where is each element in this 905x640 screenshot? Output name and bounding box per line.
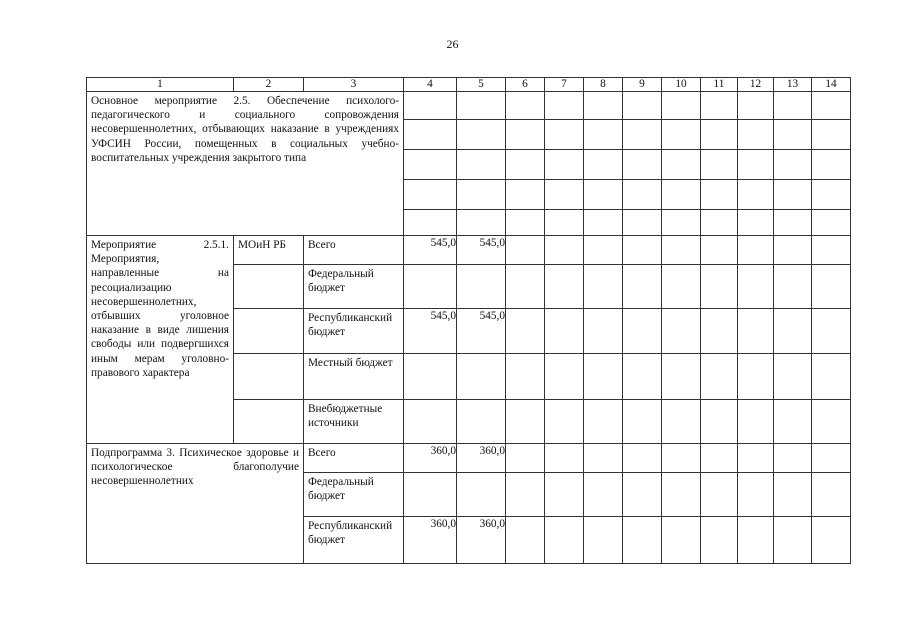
funding-source: Внебюджетные источники bbox=[304, 400, 404, 444]
funding-source: Республиканский бюджет bbox=[304, 517, 404, 564]
value-cell bbox=[457, 400, 506, 444]
page-number: 26 bbox=[446, 37, 459, 51]
column-header: 13 bbox=[774, 78, 812, 92]
value-cell: 545,0 bbox=[457, 309, 506, 354]
column-header: 2 bbox=[234, 78, 304, 92]
value-cell: 360,0 bbox=[457, 444, 506, 473]
funding-source: Местный бюджет bbox=[304, 354, 404, 400]
column-header: 4 bbox=[404, 78, 457, 92]
column-header: 3 bbox=[304, 78, 404, 92]
value-cell bbox=[457, 354, 506, 400]
executor-cell: МОиН РБ bbox=[234, 236, 304, 265]
column-header: 10 bbox=[662, 78, 701, 92]
column-header: 8 bbox=[584, 78, 623, 92]
table-row bbox=[87, 92, 851, 120]
value-cell bbox=[404, 473, 457, 517]
funding-source: Всего bbox=[304, 444, 404, 473]
column-header: 11 bbox=[701, 78, 738, 92]
value-cell: 545,0 bbox=[404, 309, 457, 354]
funding-source: Республиканский бюджет bbox=[304, 309, 404, 354]
value-cell: 360,0 bbox=[404, 517, 457, 564]
column-header: 1 bbox=[87, 78, 234, 92]
value-cell: 360,0 bbox=[457, 517, 506, 564]
table-row bbox=[87, 444, 851, 473]
table-row bbox=[87, 236, 851, 265]
column-header: 9 bbox=[623, 78, 662, 92]
value-cell bbox=[404, 400, 457, 444]
main-event-description: Основное мероприятие 2.5. Обеспечение психолого-педагогического и социального сопровождения несовершеннолетних, отбывающих наказание в учреждениях УФСИН России, помещенных в социальных учебно-воспитательных учреждения закрытого типа bbox=[87, 92, 404, 236]
value-cell bbox=[457, 473, 506, 517]
value-cell bbox=[457, 265, 506, 309]
budget-table bbox=[86, 77, 851, 564]
value-cell bbox=[404, 265, 457, 309]
subprogram-description: Подпрограмма 3. Психическое здоровье и психологическое благополучие несовершеннолетних bbox=[87, 444, 304, 564]
value-cell: 545,0 bbox=[404, 236, 457, 265]
column-header: 14 bbox=[812, 78, 851, 92]
value-cell bbox=[404, 354, 457, 400]
value-cell: 360,0 bbox=[404, 444, 457, 473]
value-cell: 545,0 bbox=[457, 236, 506, 265]
column-header: 5 bbox=[457, 78, 506, 92]
column-header-row bbox=[87, 78, 851, 92]
column-header: 12 bbox=[738, 78, 774, 92]
column-header: 6 bbox=[506, 78, 545, 92]
funding-source: Федеральный бюджет bbox=[304, 265, 404, 309]
column-header: 7 bbox=[545, 78, 584, 92]
funding-source: Федеральный бюджет bbox=[304, 473, 404, 517]
event-description: Мероприятие 2.5.1. Мероприятия, направленные на ресоциализацию несовершеннолетних, отбывших уголовное наказание в виде лишения свободы или подвергшихся иным мерам уголовно-правового характера bbox=[87, 236, 234, 444]
funding-source: Всего bbox=[304, 236, 404, 265]
